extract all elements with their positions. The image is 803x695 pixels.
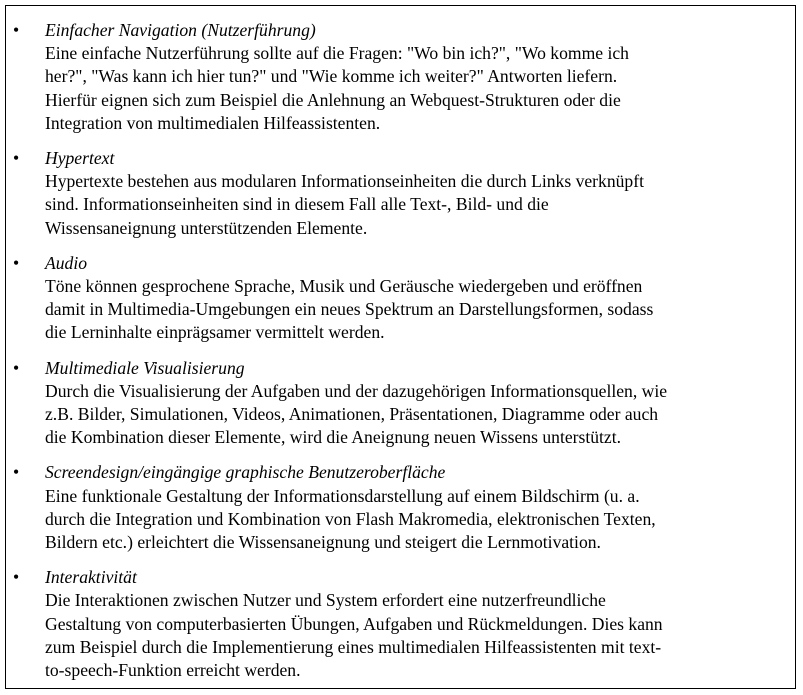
item-body: Durch die Visualisierung der Aufgaben und der dazugehörigen Informationsquellen, wie z.B. Bilder, Simulationen, Videos, Animationen, Präsentationen, Diagramme oder auch die Kombination dieser Elemente, wird die Aneignung neuen Wissens unterstützt. xyxy=(45,380,668,448)
item-body: Hypertexte bestehen aus modularen Informationseinheiten die durch Links verknüpft sind. Informationseinheiten sind in diesem Fall alle Text-, Bild- und die Wissensaneignung unterstützenden Elemente. xyxy=(45,171,644,238)
item-body: Töne können gesprochene Sprache, Musik und Geräusche wiedergeben und eröffnen damit in Multimedia-Umgebungen ein neues Spektrum an Darstellungsformen, sodass die Lerninhalte einprägsamer vermittelt werden. xyxy=(45,276,654,343)
item-title: Interaktivität xyxy=(45,567,137,588)
item-title: Einfacher Navigation (Nutzerführung) xyxy=(45,20,316,40)
item-title: Hypertext xyxy=(45,148,115,169)
bullet-icon: • xyxy=(13,567,20,588)
list-item-hypertext xyxy=(6,147,795,240)
bullet-icon: • xyxy=(13,462,20,483)
list-item-navigation xyxy=(6,19,795,135)
list-item-audio xyxy=(6,252,795,345)
item-title: Multimediale Visualisierung xyxy=(45,357,245,378)
item-title: Screendesign/eingängige graphische Benutzeroberfläche xyxy=(45,462,446,483)
bullet-icon: • xyxy=(13,20,20,40)
list-item-interaktivitaet xyxy=(6,566,795,682)
item-body: Die Interaktionen zwischen Nutzer und System erfordert eine nutzerfreundliche Gestaltung von computerbasierten Übungen, Aufgaben und Rückmeldungen. Dies kann zum Beispiel durch die Implementierung eines multimedialen Hilfeassistenten mit text- to-speech-Funktion erreicht werden. xyxy=(45,590,663,681)
item-body: Eine einfache Nutzerführung sollte auf die Fragen: "Wo bin ich?", "Wo komme ich her?", "Was kann ich hier tun?" und "Wie komme ich weiter?" Antworten liefern. Hierfür eignen sich zum Beispiel die Anlehnung an Webquest-Strukturen oder die Integration von multimedialen Hilfeassistenten. xyxy=(45,43,629,133)
list-item-visualisierung xyxy=(6,357,795,450)
item-body: Eine funktionale Gestaltung der Informationsdarstellung auf einem Bildschirm (u. a. durch die Integration und Kombination von Flash Makromedia, elektronischen Texten, Bildern etc.) erleichtert die Wissensaneignung und steigert die Lernmotivation. xyxy=(45,485,656,553)
feature-list xyxy=(6,19,795,694)
bullet-icon: • xyxy=(13,148,20,169)
document-frame xyxy=(5,5,796,689)
bullet-icon: • xyxy=(13,252,20,273)
list-item-screendesign xyxy=(6,461,795,554)
bullet-icon: • xyxy=(13,357,20,378)
item-title: Audio xyxy=(45,252,88,273)
